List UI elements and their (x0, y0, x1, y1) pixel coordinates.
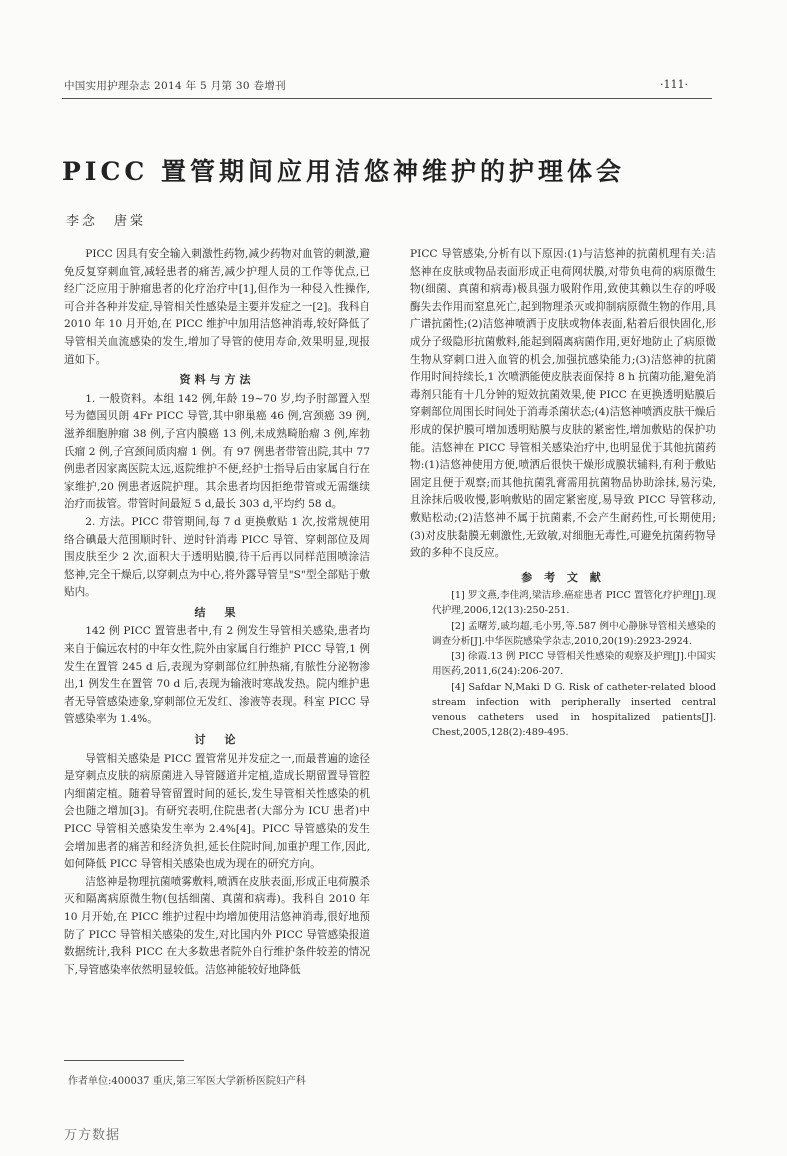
results-heading: 结 果 (194, 605, 240, 619)
methods-heading: 资料与方法 (179, 373, 255, 387)
article-title: PICC 置管期间应用洁悠神维护的护理体会 (62, 157, 625, 186)
author-affiliation: 作者单位:400037 重庆,第三军医大学新桥医院妇产科 (68, 1076, 306, 1087)
intro-paragraph: PICC 因具有安全输入刺激性药物,减少药物对血管的刺激,避免反复穿刺血管,减轻患者的痛苦,减少护理人员的工作等优点,已经广泛应用于肿瘤患者的化疗治疗中[1],但作为一种侵入性操作,可合并各种并发症,导管相关性感染是主要并发症之一[2]。我科自 2010 年 10 月开始,在 PICC 维护中加用洁悠神消毒,较好降低了导管相关血流感染的发生,增加了导管的使用寿命,效果明显,现报道如下。 (64, 248, 370, 366)
authors: 李念 唐棠 (66, 214, 147, 229)
header-rule (62, 98, 712, 99)
right-column (410, 246, 716, 740)
journal-header: 中国实用护理杂志 2014 年 5 月第 30 卷增刊 (64, 80, 286, 92)
methods-paragraph: 2. 方法。PICC 带管期间,每 7 d 更换敷贴 1 次,按常规使用络合碘最大范围顺时针、逆时针消毒 PICC 导管、穿刺部位及周围皮肤至少 2 次,面积大于透明贴膜,待干后再以同样范围喷涂洁悠神,完全干燥后,以穿刺点为中心,将外露导管呈"S"型全部贴于敷贴内。 (64, 515, 370, 599)
discussion-heading: 讨 论 (194, 733, 240, 747)
discussion-paragraph: 洁悠神是物理抗菌喷雾敷料,喷洒在皮肤表面,形成正电荷膜杀灭和隔离病原微生物(包括细菌、真菌和病毒)。我科自 2010 年 10 月开始,在 PICC 维护过程中均增加使用洁悠神消毒,很好地预防了 PICC 导管相关感染的发生,对比国内外 PICC 导管感染报道数据统计,我科 PICC 在大多数患者院外自行维护条件较差的情况下,导管感染率依然明显较低。洁悠神能较好地降低 (64, 875, 370, 976)
discussion-continued: PICC 导管感染,分析有以下原因:(1)与洁悠神的抗菌机理有关:洁悠神在皮肤或物品表面形成正电荷网状膜,对带负电荷的病原微生物(细菌、真菌和病毒)极具强力吸附作用,致使其赖以生存的呼吸酶失去作用而窒息死亡,起到物理杀灭或抑制病原微生物的作用,具广谱抗菌性;(2)洁悠神喷洒于皮肤或物体表面,粘着后很快固化,形成分子级隐形抗菌敷料,能起到隔离病菌作用,更好地防止了病原微生物从穿刺口进入血管的机会,加强抗感染能力;(3)洁悠神的抗菌作用时间持续长,1 次喷洒能使皮肤表面保持 8 h 抗菌功能,避免消毒剂只能有十几分钟的短效抗菌效果,使 PICC 在更换透明贴膜后穿刺部位周围长时间处于消毒杀菌状态;(4)洁悠神喷洒皮肤干燥后形成的保护膜可增加透明贴膜与皮肤的紧密性,增加敷贴的保护功能。洁悠神在 PICC 导管相关感染治疗中,也明显优于其他抗菌药物:(1)洁悠神使用方便,喷洒后很快干燥形成膜状辅料,有利于敷贴固定且便于观察;而其他抗菌乳膏需用抗菌物品协助涂抹,易污染,且涂抹后吸收慢,影响敷贴的固定紧密度,易导致 PICC 导管移动,敷贴松动;(2)洁悠神不属于抗菌素,不会产生耐药性,可长期使用;(3)对皮肤黏膜无刺激性,无致敏,对细胞无毒性,可避免抗菌药物导致的多种不良反应。 (410, 248, 716, 560)
reference-item: [3] 徐霞.13 例 PICC 导管相关性感染的观察及护理[J].中国实用医药,2011,6(24):206-207. (432, 651, 716, 678)
left-column (64, 246, 370, 979)
methods-paragraph: 1. 一般资料。本组 142 例,年龄 19~70 岁,均予肘部置入型号为德国贝朗 4Fr PICC 导管,其中卵巢癌 46 例,宫颈癌 39 例,滋养细胞肿瘤 38 例,子宫内膜癌 13 例,未成熟畸胎瘤 3 例,库勃氏瘤 2 例,子宫颈间质肉瘤 1 例。有 97 例患者带管出院,其中 77 例患者因家离医院太远,返院维护不便,经护士指导后由家属自行在家维护,20 例患者返院护理。其余患者均因拒绝带管或无需继续治疗而拔管。带管时间最短 5 d,最长 303 d,平均约 58 d。 (64, 392, 370, 511)
footnote-rule (64, 1060, 184, 1061)
page-number: ·111· (660, 78, 688, 91)
references-heading: 参 考 文 献 (521, 570, 605, 584)
reference-item: [2] 孟曙芳,戚均超,毛小男,等.587 例中心静脉导管相关感染的调查分析[J].中华医院感染学杂志,2010,20(19):2923-2924. (432, 620, 716, 647)
discussion-paragraph: 导管相关感染是 PICC 置管常见并发症之一,而最普遍的途径是穿刺点皮肤的病原菌进入导管隧道并定植,造成长期留置导管腔内细菌定植。随着导管留置时间的延长,发生导管相关性感染的机会也随之增加[3]。有研究表明,住院患者(大部分为 ICU 患者)中 PICC 导管相关感染发生率为 2.4%[4]。PICC 导管感染的发生会增加患者的痛苦和经济负担,延长住院时间,加重护理工作,因此,如何降低 PICC 导管相关感染也成为现在的研究方向。 (64, 752, 370, 871)
reference-item: [4] Safdar N,Maki D G. Risk of catheter-related blood stream infection with peripherally inserted central venous catheters used in hospitalized patients[J]. Chest,2005,128(2):489-495. (432, 681, 716, 739)
reference-item: [1] 罗文燕,李佳鸿,梁洁珍.癌症患者 PICC 置管化疗护理[J].现代护理,2006,12(13):250-251. (432, 590, 716, 617)
results-paragraph: 142 例 PICC 置管患者中,有 2 例发生导管相关感染,患者均来自于偏远农村的中年女性,院外由家属自行维护 PICC 导管,1 例发生在置管 245 d 后,表现为穿刺部位红肿热痛,有脓性分泌物渗出,1 例发生在置管 70 d 后,表现为输液时寒战发热。院内维护患者无导管感染迹象,穿刺部位无发红、渗液等表现。科室 PICC 导管感染率为 1.4%。 (64, 625, 370, 726)
watermark: 万方数据 (64, 1128, 121, 1143)
